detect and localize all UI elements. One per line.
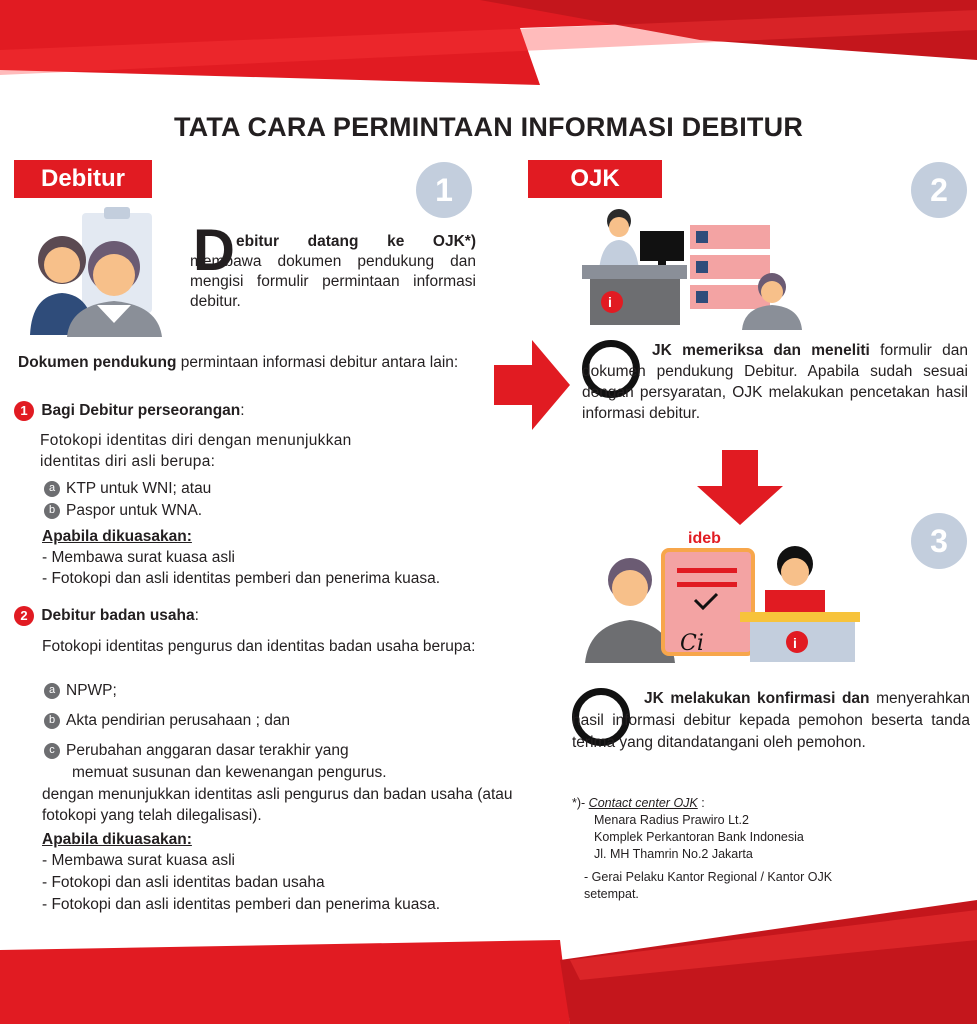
- letter-c-badge: c: [44, 743, 60, 759]
- contact-note: [572, 795, 872, 903]
- right-arrow-icon: [494, 340, 570, 430]
- step-2-paragraph: [582, 340, 968, 424]
- section-2-number: 2: [14, 606, 34, 626]
- step-1-badge: 1: [416, 162, 472, 218]
- letter-b-badge: b: [44, 713, 60, 729]
- ojk-officer-illustration: [582, 205, 807, 330]
- section-2-cond-2: - Fotokopi dan asli identitas badan usaha: [42, 874, 325, 891]
- note-line-2: Komplek Perkantoran Bank Indonesia: [594, 830, 804, 844]
- section-2-item-c: [44, 740, 349, 761]
- section-1-cond-title: Apabila dikuasakan:: [42, 528, 192, 545]
- down-arrow-icon: [697, 450, 783, 525]
- page-title: TATA CARA PERMINTAAN INFORMASI DEBITUR: [173, 112, 804, 142]
- intro-dropcap: D: [193, 218, 235, 283]
- bottom-banner-decoration: [0, 900, 977, 1024]
- step-2-text: formulir dan dokumen pendukung Debitur. Apabila sudah sesuai dengan persyaratan, OJK melakukan pencetakan hasil informasi debitur.: [582, 342, 968, 422]
- section-1-cond-1: - Membawa surat kuasa asli: [42, 549, 235, 566]
- note-prefix: *)-: [572, 796, 589, 810]
- section-2-item-a: [44, 680, 117, 701]
- letter-b-badge: b: [44, 503, 60, 519]
- handover-illustration: [585, 540, 865, 665]
- section-2-after: dengan menunjukkan identitas asli pengurus dan badan usaha (atau fotokopi yang telah dilegalisasi).: [42, 786, 513, 824]
- note-line-3: Jl. MH Thamrin No.2 Jakarta: [594, 847, 753, 861]
- letter-a-badge: a: [44, 481, 60, 497]
- section-2-item-c-cont: memuat susunan dan kewenangan pengurus.: [72, 764, 387, 781]
- contact-note-heading: [572, 795, 872, 812]
- top-banner-decoration: [0, 0, 977, 90]
- item-text: Akta pendirian perusahaan ; dan: [66, 712, 291, 729]
- note-line-1: Menara Radius Prawiro Lt.2: [594, 813, 749, 827]
- note-2-text: Gerai Pelaku Kantor Regional / Kantor OJK setempat.: [584, 870, 833, 901]
- section-2-cond-3: - Fotokopi dan asli identitas pemberi dan penerima kuasa.: [42, 896, 441, 913]
- item-text: NPWP;: [66, 682, 117, 699]
- debitur-label: Debitur: [14, 160, 152, 198]
- section-2-heading: [14, 605, 199, 626]
- contact-center-link[interactable]: Contact center OJK: [588, 796, 698, 810]
- svg-text:Ci: Ci: [680, 631, 704, 656]
- section-2-cond-1: - Membawa surat kuasa asli: [42, 852, 235, 869]
- section-1-title: Bagi Debitur perseorangan: [41, 402, 241, 419]
- debtor-people-illustration: [22, 205, 172, 340]
- intro-bold: ebitur datang ke OJK*): [236, 233, 476, 250]
- section-2-title: Debitur badan usaha: [41, 607, 195, 624]
- step-3-text: menyerahkan hasil informasi debitur kepada pemohon beserta tanda terima yang ditandatangani oleh pemohon.: [572, 690, 970, 751]
- section-2-cond-title: Apabila dikuasakan:: [42, 831, 192, 848]
- note-2: [572, 869, 856, 903]
- section-1-heading: [14, 400, 245, 421]
- section-1-desc: Fotokopi identitas diri dengan menunjukkan identitas diri asli berupa:: [40, 432, 352, 470]
- step-3-paragraph: [572, 688, 970, 754]
- section-2-colon: :: [194, 607, 199, 624]
- item-text: KTP untuk WNI; atau: [66, 480, 212, 497]
- section-2-desc: Fotokopi identitas pengurus dan identitas badan usaha berupa:: [42, 638, 476, 655]
- item-text: Perubahan anggaran dasar terakhir yang: [66, 742, 349, 759]
- note-2-prefix: -: [584, 870, 592, 884]
- section-1-item-a: [44, 478, 211, 499]
- letter-a-badge: a: [44, 683, 60, 699]
- intro-text: membawa dokumen pendukung dan mengisi formulir permintaan informasi debitur.: [190, 253, 476, 310]
- section-1-item-b: [44, 500, 202, 521]
- docs-text: permintaan informasi debitur antara lain:: [176, 354, 459, 371]
- ojk-label: OJK: [528, 160, 662, 198]
- step-3-bold: JK melakukan konfirmasi dan: [644, 690, 870, 707]
- docs-bold: Dokumen pendukung: [18, 354, 177, 371]
- section-1-number: 1: [14, 401, 34, 421]
- docs-intro: [18, 352, 478, 373]
- ideb-label: ideb: [688, 530, 721, 547]
- svg-text:i: i: [608, 294, 612, 310]
- section-1-colon: :: [240, 402, 245, 419]
- svg-text:i: i: [793, 635, 797, 651]
- step-3-badge: 3: [911, 513, 967, 569]
- step-2-badge: 2: [911, 162, 967, 218]
- section-2-item-b: [44, 710, 290, 731]
- note-colon: :: [697, 796, 705, 810]
- item-text: Paspor untuk WNA.: [66, 502, 203, 519]
- section-1-cond-2: - Fotokopi dan asli identitas pemberi dan penerima kuasa.: [42, 570, 441, 587]
- step-2-bold: JK memeriksa dan meneliti: [652, 342, 870, 359]
- intro-paragraph: [190, 232, 476, 312]
